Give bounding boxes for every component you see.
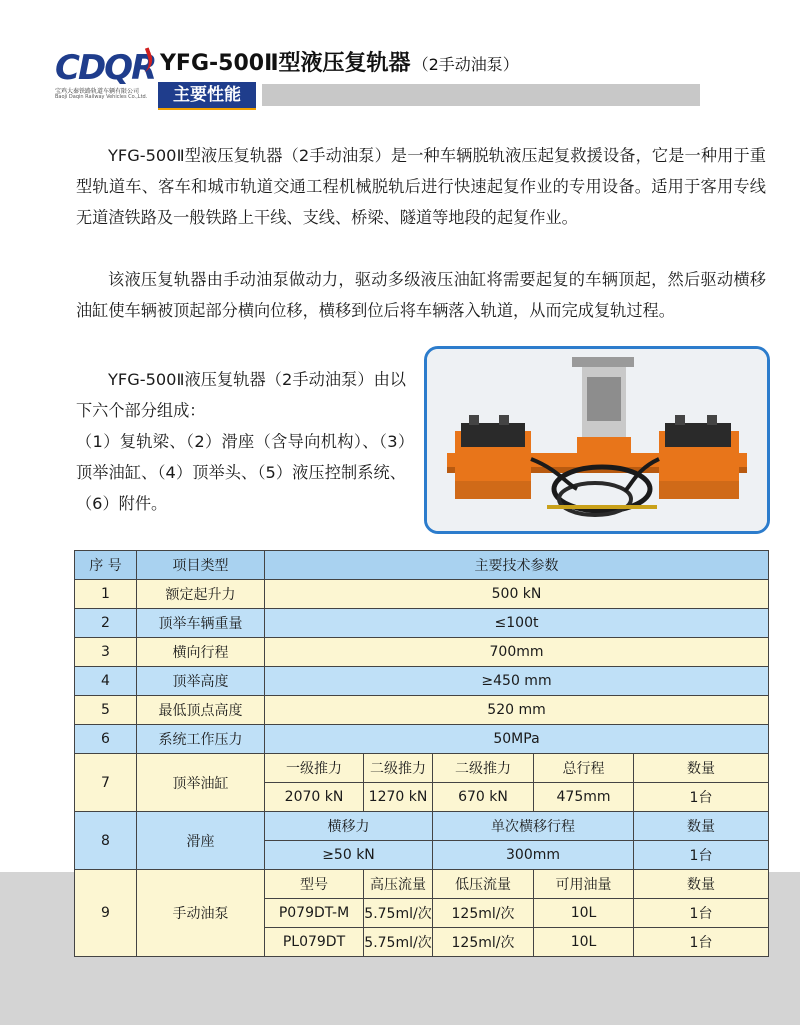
- row-no: 6: [75, 725, 137, 754]
- sub-value: PL079DT: [265, 928, 364, 957]
- table-row: [75, 638, 769, 667]
- sub-header: 总行程: [534, 754, 634, 783]
- row-value: 520 mm: [265, 696, 769, 725]
- table-row-subheader: [75, 812, 769, 841]
- composition-paragraph: YFG-500Ⅱ液压复轨器（2手动油泵）由以下六个部分组成：: [76, 370, 406, 420]
- header-item: 项目类型: [137, 551, 265, 580]
- logo-company-en: Baoji Daqin Railway Vehicles Co.,Ltd.: [55, 94, 148, 100]
- logo-wordmark: CDQR: [55, 48, 156, 88]
- row-no: 2: [75, 609, 137, 638]
- sub-value: 1台: [634, 783, 769, 812]
- row-no: 5: [75, 696, 137, 725]
- page-title: [160, 46, 519, 77]
- sub-value: 125ml/次: [433, 928, 534, 957]
- sub-value: 1台: [634, 899, 769, 928]
- row-value: 500 kN: [265, 580, 769, 609]
- table-row-subheader: [75, 870, 769, 899]
- sub-header: 型号: [265, 870, 364, 899]
- row-item: 系统工作压力: [137, 725, 265, 754]
- table-header-row: [75, 551, 769, 580]
- row-no: 7: [75, 754, 137, 812]
- working-principle-paragraph: 该液压复轨器由手动油泵做动力，驱动多级液压油缸将需要起复的车辆顶起，然后驱动横移油缸使车辆被顶起部分横向位移，横移到位后将车辆落入轨道，从而完成复轨过程。: [76, 270, 766, 320]
- row-no: 9: [75, 870, 137, 957]
- row-value: 700mm: [265, 638, 769, 667]
- sub-value: 300mm: [433, 841, 634, 870]
- row-item: 顶举油缸: [137, 754, 265, 812]
- sub-header: 可用油量: [534, 870, 634, 899]
- title-main: YFG-500Ⅱ型液压复轨器: [160, 51, 411, 76]
- row-no: 3: [75, 638, 137, 667]
- section-label: 主要性能: [158, 82, 256, 108]
- sub-header: 二级推力: [364, 754, 433, 783]
- sub-value: 1270 kN: [364, 783, 433, 812]
- sub-value: 1台: [634, 841, 769, 870]
- sub-value: 10L: [534, 928, 634, 957]
- row-no: 8: [75, 812, 137, 870]
- row-value: ≥450 mm: [265, 667, 769, 696]
- sub-header: 数量: [634, 812, 769, 841]
- rerailer-illustration: [427, 349, 767, 531]
- sub-value: 10L: [534, 899, 634, 928]
- row-item: 横向行程: [137, 638, 265, 667]
- sub-header: 数量: [634, 754, 769, 783]
- intro-paragraph: YFG-500Ⅱ型液压复轨器（2手动油泵）是一种车辆脱轨液压起复救援设备，它是一种用于重型轨道车、客车和城市轨道交通工程机械脱轨后进行快速起复作业的专用设备。适用于客用专线无道渣铁路及一般铁路上干线、支线、桥梁、隧道等地段的起复作业。: [76, 146, 766, 227]
- sub-header: 一级推力: [265, 754, 364, 783]
- row-item: 最低顶点高度: [137, 696, 265, 725]
- row-value: 50MPa: [265, 725, 769, 754]
- section-label-underline: [158, 108, 256, 110]
- sub-header: 单次横移行程: [433, 812, 634, 841]
- row-item: 额定起升力: [137, 580, 265, 609]
- row-value: ≤100t: [265, 609, 769, 638]
- logo-company-cn: 宝鸡大秦铁路轨道车辆有限公司: [55, 88, 140, 95]
- sub-value: ≥50 kN: [265, 841, 433, 870]
- sub-value: 125ml/次: [433, 899, 534, 928]
- components-list: （1）复轨梁、（2）滑座（含导向机构）、（3）顶举油缸、（4）顶举头、（5）液压控制系统、（6）附件。: [76, 432, 406, 513]
- table-row: [75, 696, 769, 725]
- table-row-subheader: [75, 754, 769, 783]
- table-row: [75, 580, 769, 609]
- company-logo: [55, 48, 155, 108]
- row-no: 4: [75, 667, 137, 696]
- row-item: 顶举高度: [137, 667, 265, 696]
- row-item: 滑座: [137, 812, 265, 870]
- sub-header: 数量: [634, 870, 769, 899]
- row-item: 顶举车辆重量: [137, 609, 265, 638]
- sub-value: 475mm: [534, 783, 634, 812]
- table-row: [75, 725, 769, 754]
- sub-value: P079DT-M: [265, 899, 364, 928]
- sub-header: 低压流量: [433, 870, 534, 899]
- table-row: [75, 609, 769, 638]
- header-params: 主要技术参数: [265, 551, 769, 580]
- sub-value: 1台: [634, 928, 769, 957]
- sub-header: 高压流量: [364, 870, 433, 899]
- table-row: [75, 667, 769, 696]
- sub-header: 二级推力: [433, 754, 534, 783]
- row-item: 手动油泵: [137, 870, 265, 957]
- sub-value: 670 kN: [433, 783, 534, 812]
- product-photo: [424, 346, 770, 534]
- sub-value: 2070 kN: [265, 783, 364, 812]
- header-no: 序 号: [75, 551, 137, 580]
- title-sub: （2手动油泵）: [412, 55, 519, 74]
- sub-value: 5.75ml/次: [364, 899, 433, 928]
- spec-table: [74, 550, 769, 957]
- sub-header: 横移力: [265, 812, 433, 841]
- section-divider-bar: [262, 84, 700, 106]
- row-no: 1: [75, 580, 137, 609]
- sub-value: 5.75ml/次: [364, 928, 433, 957]
